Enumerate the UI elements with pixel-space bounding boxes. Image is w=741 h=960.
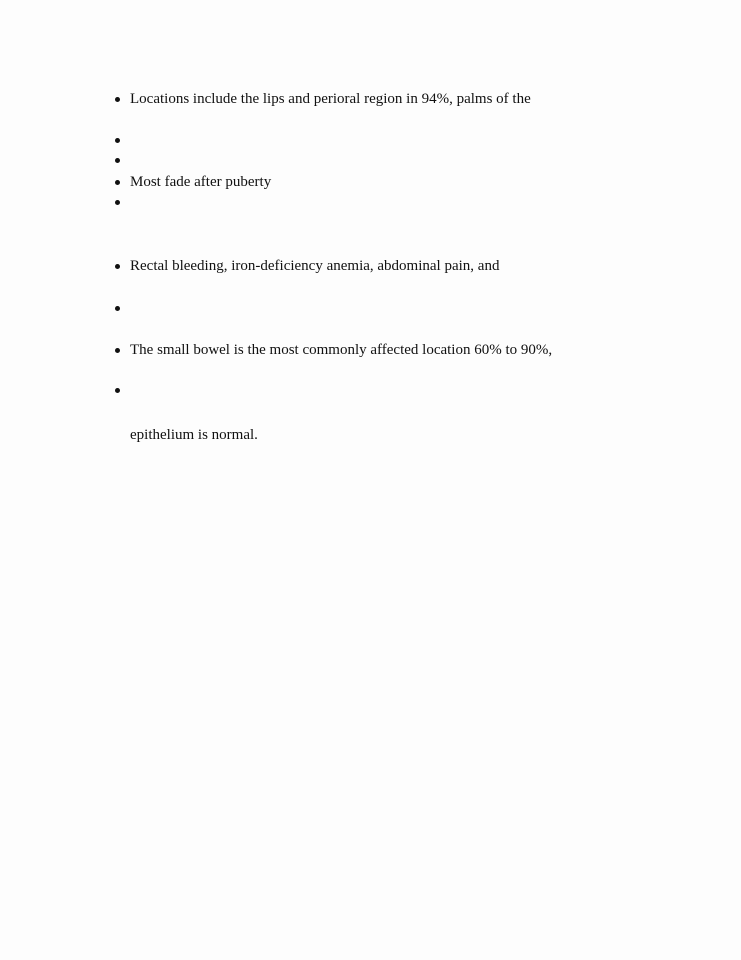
list-item-text: Rectal bleeding, iron-deficiency anemia, abdominal pain, and: [130, 258, 500, 274]
bullet-icon: [115, 264, 120, 269]
bullet-icon: [115, 158, 120, 163]
bullet-icon: [115, 348, 120, 353]
bullet-icon: [115, 200, 120, 205]
bullet-icon: [115, 180, 120, 185]
paragraph-text: epithelium is normal.: [130, 427, 258, 443]
list-item-text: Most fade after puberty: [130, 174, 272, 190]
bullet-icon: [115, 138, 120, 143]
bullet-icon: [115, 388, 120, 393]
bullet-icon: [115, 306, 120, 311]
list-item-text: The small bowel is the most commonly affected location 60% to 90%,: [130, 342, 553, 358]
bullet-icon: [115, 97, 120, 102]
list-item-text: Locations include the lips and perioral region in 94%, palms of the: [130, 91, 531, 107]
